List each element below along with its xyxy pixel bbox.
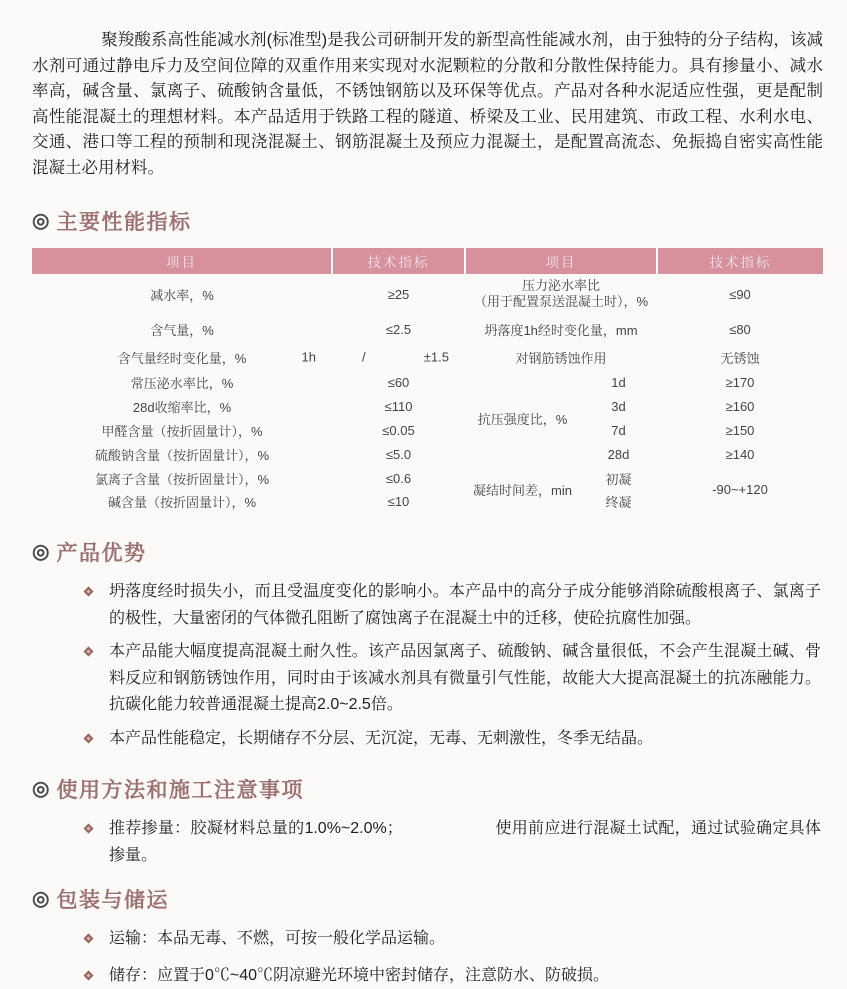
table-row <box>32 394 823 418</box>
list-item: 本产品性能稳定，长期储存不分层、无沉淀，无毒、无刺激性，冬季无结晶。 <box>85 726 823 753</box>
performance-table <box>32 248 823 512</box>
double-circle-icon: ◎ <box>32 779 49 799</box>
table-row <box>32 274 823 314</box>
diamond-bullet-icon <box>84 970 94 980</box>
row-value: ≥170 <box>657 370 823 394</box>
row-label: 常压泌水率比，% <box>32 370 332 394</box>
row-value: ≤0.6 <box>332 466 465 490</box>
row-value: ≤60 <box>332 370 465 394</box>
row-value: ≥160 <box>657 394 823 418</box>
row-label: 28d收缩率比，% <box>32 394 332 418</box>
row-label: 碱含量（按折固量计），% <box>32 490 332 512</box>
diamond-bullet-icon <box>84 587 94 597</box>
row-label: 减水率，% <box>32 274 332 314</box>
double-circle-icon: ◎ <box>32 542 49 562</box>
row-label: 含气量，% <box>32 314 332 344</box>
row-value: ≤2.5 <box>332 314 465 344</box>
section-title: 使用方法和施工注意事项 <box>56 774 304 804</box>
diamond-bullet-icon <box>84 824 94 834</box>
row-label: 含气量经时变化量，% 1h <box>32 344 332 370</box>
row-label: 硫酸钠含量（按折固量计），% <box>32 442 332 466</box>
section-heading-advantages <box>32 537 823 567</box>
age-label: 7d <box>580 418 657 442</box>
header-index-right: 技术指标 <box>657 248 823 274</box>
row-value: / ±1.5 <box>332 344 465 370</box>
table-row <box>32 418 823 442</box>
age-label: 3d <box>580 394 657 418</box>
section-heading-usage <box>32 774 823 804</box>
age-label: 28d <box>580 442 657 466</box>
section-title: 产品优势 <box>56 537 146 567</box>
diamond-bullet-icon <box>84 733 94 743</box>
slash-separator: / <box>362 350 366 365</box>
list-item: 本产品能大幅度提高混凝土耐久性。该产品因氯离子、硫酸钠、碱含量很低，不会产生混凝土碱、骨料反应和钢筋锈蚀作用，同时由于该减水剂具有微量引气性能，故能大大提高混凝土的抗冻融能力。抗碳化能力较普通混凝土提高2.0~2.5倍。 <box>85 639 823 719</box>
usage-list <box>32 816 823 869</box>
row-value: ≥140 <box>657 442 823 466</box>
row-label: 甲醛含量（按折固量计），% <box>32 418 332 442</box>
header-item-left: 项目 <box>32 248 332 274</box>
section-title: 包装与储运 <box>56 884 169 914</box>
row-value: ≥25 <box>332 274 465 314</box>
section-title: 主要性能指标 <box>56 206 191 236</box>
list-item <box>85 816 823 869</box>
row-label: 压力泌水率比 （用于配置泵送混凝土时），% <box>465 274 657 314</box>
setting-group-label: 凝结时间差，min <box>465 466 580 512</box>
intro-paragraph: 聚羧酸系高性能减水剂(标准型)是我公司研制开发的新型高性能减水剂，由于独特的分子结构，该减水剂可通过静电斥力及空间位障的双重作用来实现对水泥颗粒的分散和分散性保持能力。具有掺量小、减水率高，碱含量、氯离子、硫酸钠含量低，不锈蚀钢筋以及环保等优点。产品对各种水泥适应性强，更是配制高性能混凝土的理想材料。本产品适用于铁路工程的隧道、桥梁及工业、民用建筑、市政工程、水利水电、交通、港口等工程的预制和现浇混凝土、钢筋混凝土及预应力混凝土，是配置高流态、免振捣自密实高性能混凝土必用材料。 <box>32 28 823 181</box>
table-row <box>32 370 823 394</box>
advantages-list <box>32 579 823 752</box>
row-value: ≤110 <box>332 394 465 418</box>
table-header-row <box>32 248 823 274</box>
usage-note: 使用前应进行混凝土试配，通过试验确定具体掺量。 <box>109 820 821 864</box>
row-value: ≤10 <box>332 490 465 512</box>
row-value: ≤90 <box>657 274 823 314</box>
section-heading-packaging <box>32 884 823 914</box>
table-row <box>32 442 823 466</box>
table-row <box>32 466 823 490</box>
age-label: 1d <box>580 370 657 394</box>
list-item: 运输：本品无毒、不燃，可按一般化学品运输。 <box>85 926 823 953</box>
diamond-bullet-icon <box>84 647 94 657</box>
row-label: 对钢筋锈蚀作用 <box>465 344 657 370</box>
double-circle-icon: ◎ <box>32 889 49 909</box>
list-item: 储存：应置于0℃~40℃阴凉避光环境中密封储存，注意防水、防破损。 <box>85 963 823 989</box>
row-label: 氯离子含量（按折固量计），% <box>32 466 332 490</box>
row-value: -90~+120 <box>657 466 823 512</box>
row-value: ≤80 <box>657 314 823 344</box>
diamond-bullet-icon <box>84 934 94 944</box>
row-value: ≥150 <box>657 418 823 442</box>
row-label: 坍落度1h经时变化量，mm <box>465 314 657 344</box>
table-row <box>32 314 823 344</box>
usage-dosage: 推荐掺量：胶凝材料总量的1.0%~2.0%； <box>109 820 403 837</box>
header-index-left: 技术指标 <box>332 248 465 274</box>
list-item: 坍落度经时损失小，而且受温度变化的影响小。本产品中的高分子成分能够消除硫酸根离子、氯离子的极性，大量密闭的气体微孔阻断了腐蚀离子在混凝土中的迁移，使砼抗腐性加强。 <box>85 579 823 632</box>
table-row <box>32 344 823 370</box>
time-label: 1h <box>302 350 316 365</box>
setting-final-label: 终凝 <box>580 490 657 512</box>
row-value: 无锈蚀 <box>657 344 823 370</box>
row-value: ≤5.0 <box>332 442 465 466</box>
section-heading-performance <box>32 206 823 236</box>
packaging-list <box>32 926 823 989</box>
row-value: ≤0.05 <box>332 418 465 442</box>
strength-group-label: 抗压强度比，% <box>465 370 580 466</box>
header-item-right: 项目 <box>465 248 657 274</box>
setting-initial-label: 初凝 <box>580 466 657 490</box>
double-circle-icon: ◎ <box>32 211 49 231</box>
